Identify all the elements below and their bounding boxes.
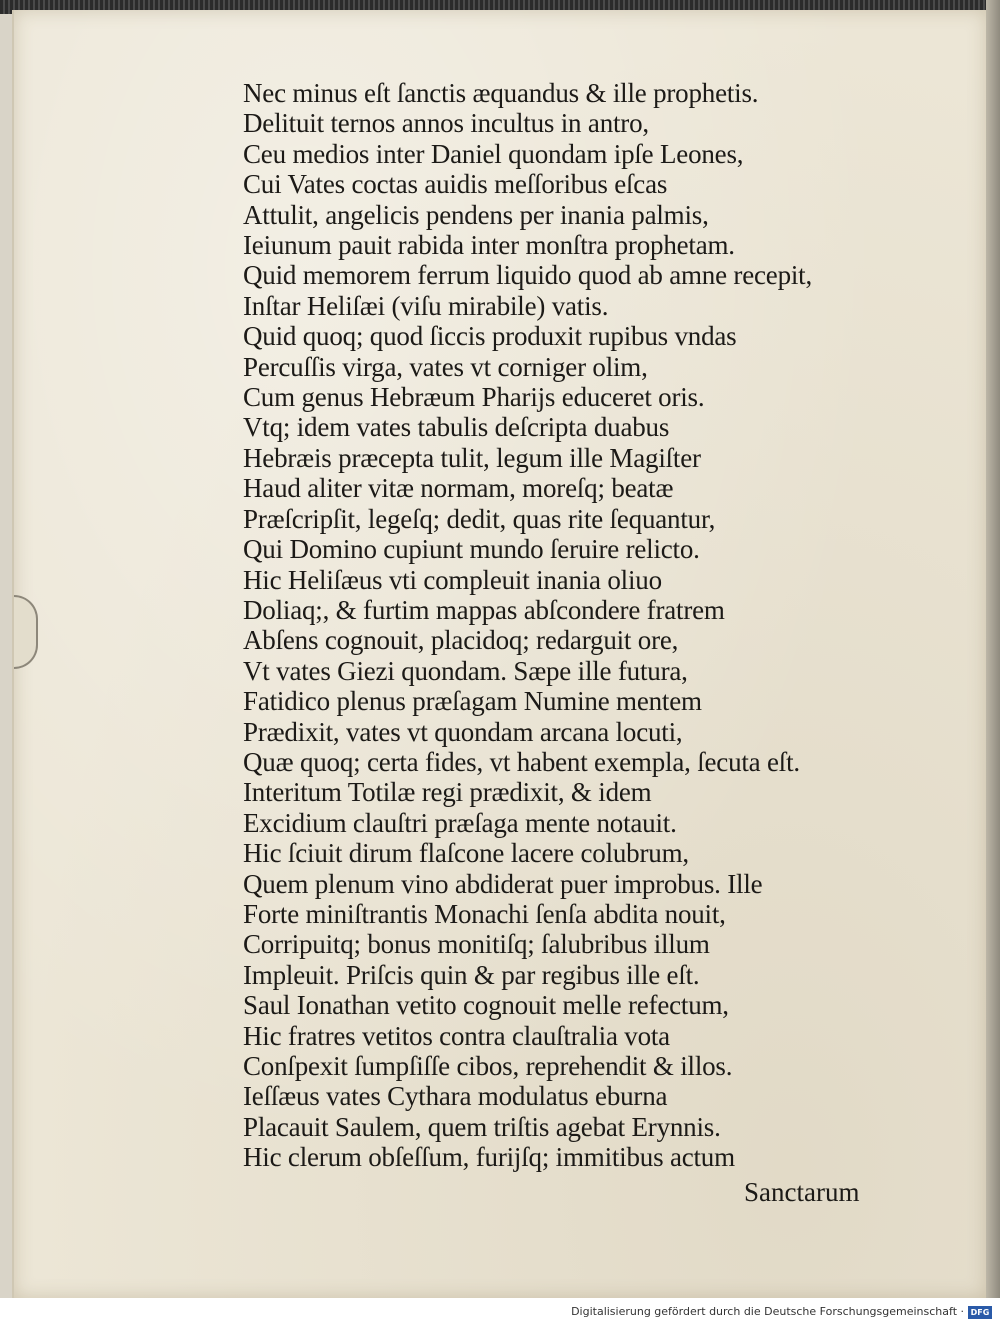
verse-line: Vtq; idem vates tabulis deſcripta duabus: [243, 412, 670, 443]
binding-clip: [14, 595, 38, 669]
verse-text-block: [243, 78, 943, 1173]
verse-line: Hic Heliſæus vti compleuit inania oliuo: [243, 564, 662, 595]
verse-line: Percuſſis virga, vates vt corniger olim,: [243, 351, 648, 382]
funding-credit: Digitalisierung gefördert durch die Deutsche Forschungsgemeinschaft ·: [571, 1305, 964, 1318]
verse-line: Prædixit, vates vt quondam arcana locuti,: [243, 716, 683, 747]
verse-line: Vt vates Giezi quondam. Sæpe ille futura,: [243, 655, 688, 686]
verse-line: Hebræis præcepta tulit, legum ille Magiſter: [243, 442, 701, 473]
verse-line: Placauit Saulem, quem triſtis agebat Erynnis.: [243, 1111, 721, 1142]
verse-line: Corripuitq; bonus monitiſq; ſalubribus illum: [243, 929, 710, 960]
verse-line: Haud aliter vitæ normam, moreſq; beatæ: [243, 473, 674, 504]
verse-line: Cum genus Hebræum Pharijs educeret oris.: [243, 382, 705, 413]
verse-line: Saul Ionathan vetito cognouit melle refectum,: [243, 990, 729, 1021]
verse-line: Hic ſciuit dirum flaſcone lacere colubrum,: [243, 838, 689, 869]
verse-line: Quem plenum vino abdiderat puer improbus. Ille: [243, 868, 763, 899]
verse-line: Impleuit. Priſcis quin & par regibus ille eſt.: [243, 959, 700, 990]
verse-line: Ceu medios inter Daniel quondam ipſe Leones,: [243, 138, 744, 169]
dfg-logo: DFG: [968, 1306, 992, 1319]
verse-line: Attulit, angelicis pendens per inania palmis,: [243, 199, 709, 230]
verse-line: Delituit ternos annos incultus in antro,: [243, 108, 649, 139]
verse-line: Hic clerum obſeſſum, furijſq; immitibus actum: [243, 1142, 735, 1173]
verse-line: Præſcripſit, legeſq; dedit, quas rite ſequantur,: [243, 503, 716, 534]
verse-line: Cui Vates coctas auidis meſſoribus eſcas: [243, 169, 668, 200]
verse-line: Ieiunum pauit rabida inter monſtra prophetam.: [243, 230, 735, 261]
scanner-background-right: [986, 0, 1000, 1300]
verse-line: Fatidico plenus præſagam Numine mentem: [243, 686, 702, 717]
verse-line: Interitum Totilæ regi prædixit, & idem: [243, 777, 652, 808]
verse-line: Excidium clauſtri præſaga mente notauit.: [243, 807, 677, 838]
verse-line: Abſens cognouit, placidoq; redarguit ore,: [243, 625, 679, 656]
verse-line: Inſtar Heliſæi (viſu mirabile) vatis.: [243, 290, 609, 321]
verse-line: Quid quoq; quod ſiccis produxit rupibus vndas: [243, 321, 737, 352]
verse-line: Qui Domino cupiunt mundo ſeruire relicto.: [243, 534, 700, 565]
verse-line: Nec minus eſt ſanctis æquandus & ille prophetis.: [243, 78, 759, 108]
digitization-footer: [0, 1298, 1000, 1324]
catchword: Sanctarum: [744, 1177, 860, 1207]
verse-line: Conſpexit ſumpſiſſe cibos, reprehendit & illos.: [243, 1051, 733, 1081]
verse-line: Forte miniſtrantis Monachi ſenſa abdita nouit,: [243, 898, 726, 929]
verse-line: Quid memorem ferrum liquido quod ab amne recepit,: [243, 260, 813, 291]
verse-line: Hic fratres vetitos contra clauſtralia vota: [243, 1020, 670, 1051]
verse-line: Doliaq;, & furtim mappas abſcondere fratrem: [243, 594, 725, 625]
verse-line: Ieſſæus vates Cythara modulatus eburna: [243, 1081, 668, 1112]
verse-line: Quæ quoq; certa fides, vt habent exempla, ſecuta eſt.: [243, 746, 800, 777]
